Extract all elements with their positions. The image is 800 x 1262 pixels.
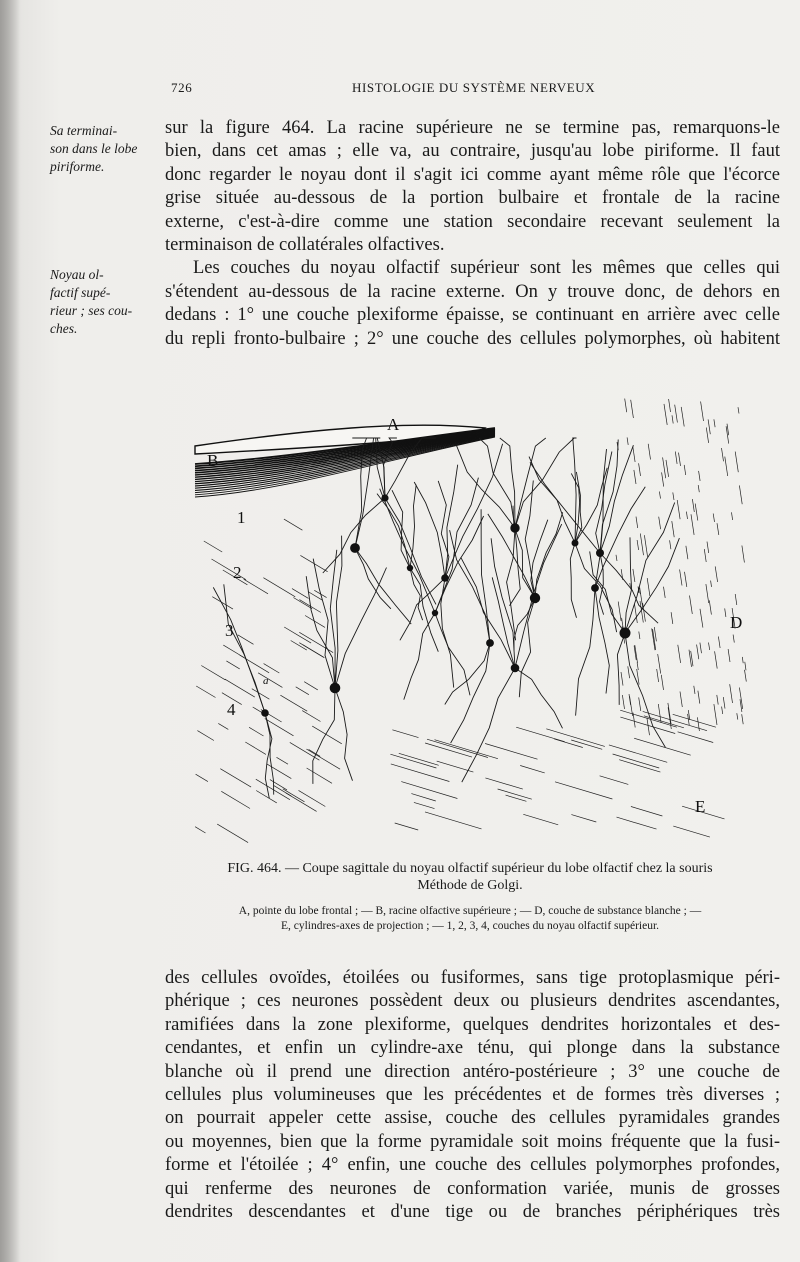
dendrite-branch [535,512,563,598]
hatch-line [267,764,292,779]
figure-caption [160,860,780,894]
text-line: cellules plus volumineuses que les précédentes et de formes très diverses ; [165,1084,780,1105]
neuron-soma [620,628,631,639]
projection-axon [673,714,716,727]
white-matter-line [704,549,706,562]
white-matter-line [631,400,634,418]
neuron-soma [511,664,520,673]
dendrite-branch [507,528,516,640]
white-matter-line [678,645,681,663]
projection-axon [554,739,583,748]
dendrite-branch [313,688,335,784]
page-number: 726 [171,80,193,95]
white-matter-line [701,402,704,422]
white-matter-line [659,492,660,499]
white-matter-line [738,407,739,413]
white-matter-line [708,419,710,434]
white-matter-line [733,635,734,643]
white-matter-line [680,570,682,586]
projection-axon [520,766,545,773]
white-matter-line [627,437,628,445]
white-matter-line [636,517,638,528]
projection-axon [678,732,714,743]
dendrite-branch [451,643,490,743]
hatch-line [312,726,342,744]
text-line: grise située au-dessous de la portion bulbaire et frontale de la racine [165,188,780,209]
dendrite-branch [323,498,385,573]
dendrite-branch [595,588,609,694]
white-matter-line [670,540,671,549]
hatch-line [296,687,309,695]
hatch-line [304,682,318,690]
legend-line: E, cylindres-axes de projection ; — 1, 2, 3, 4, couches du noyau olfactif supérieur. [280,920,660,932]
white-matter-line [664,587,666,598]
white-matter-line [668,707,671,729]
dendrite-branch [385,498,436,604]
white-matter-line [728,649,730,662]
white-matter-line [698,691,700,704]
dendrite-branch [570,543,576,618]
label-2: 2 [233,563,242,582]
neuron-soma [596,549,604,557]
white-matter-line [648,444,650,460]
hatch-line [292,589,309,599]
hatch-line [223,645,244,657]
hatch-line [225,679,255,697]
white-matter-line [618,602,621,621]
white-matter-line [690,596,693,614]
hatch-line [249,727,263,736]
sidenote-nucleus [50,266,160,338]
white-matter-line [640,588,643,609]
sidenote-line: Sa terminai- [50,123,118,138]
white-matter-line [730,684,733,703]
dendrite-branch [617,633,625,705]
projection-axon [555,782,612,799]
hatch-line [258,673,282,688]
projection-axon [613,754,660,768]
text-line: forme et l'étoilée ; 4° enfin, une couche des cellules polymorphes profondes, [165,1155,780,1176]
neuron-soma [486,639,494,647]
white-matter-line [672,415,673,423]
text-line: du repli fronto-bulbaire ; 2° une couche des cellules polymorphes, où habitent [165,328,780,349]
hatch-line [218,723,228,729]
white-matter-line [715,566,717,582]
label-B: B [207,451,219,470]
dendrite-branch [335,568,387,689]
white-matter-line [679,453,681,466]
white-matter-line [735,594,737,605]
projection-axon [620,717,675,733]
hatch-line [284,519,303,530]
white-matter-line [700,643,702,654]
label-a: a [263,675,269,687]
projection-axon [395,823,419,830]
white-matter-line [691,514,694,535]
white-matter-line [633,447,635,463]
hatch-line [284,627,311,643]
white-matter-line [644,535,647,557]
fiber-hatching [195,399,746,843]
projection-axon [546,729,605,747]
dendrite-branch [435,478,478,613]
hatch-line [221,791,250,808]
white-matter-line [714,419,715,427]
hatch-line [244,579,268,594]
text-line: ramifiées dans la zone plexiforme, quelques dendrites horizontales et des- [165,1014,780,1035]
hatch-line [201,666,225,680]
projection-axon [414,802,435,808]
white-matter-line [745,670,747,682]
text-line: ou moyennes, bien que la forme pyramidale soit moins fréquente que la fusi- [165,1131,780,1152]
white-matter-line [723,697,725,709]
text-line: des cellules ovoïdes, étoilées ou fusiformes, sans tige protoplasmique péri- [165,968,780,988]
white-matter-line [647,718,650,736]
label-4: 4 [227,700,236,719]
hatch-line [309,749,321,756]
white-matter-line [739,485,742,504]
neuron-soma [591,584,599,592]
text-line: donc regarder le noyau dont il s'agit ici comme ayant même rôle que l'écorce [165,164,780,185]
white-matter-line [706,584,709,603]
hatch-line [197,731,214,741]
projection-axon [399,753,439,765]
dendrite-branch [400,578,445,640]
hatch-line [212,597,233,609]
white-matter-line [666,460,669,477]
text-line: blanche où il prend une direction antéro-postérieure ; 3° une couche de [165,1061,780,1082]
sidenote-line: son dans le lobe [50,141,138,156]
hatch-line [256,779,290,800]
paragraph-bottom [165,967,780,1224]
sidenote-termination [50,122,160,176]
white-matter-line [694,686,695,694]
dendrite-branch [335,688,353,781]
projection-axon [427,739,488,757]
white-matter-line [692,499,694,512]
white-matter-line [628,666,630,678]
dendrite-branch [573,438,577,543]
hatch-line [195,827,205,833]
label-3: 3 [225,621,234,640]
hatch-line [303,645,325,658]
white-matter-line [698,485,699,492]
neuron-soma [441,574,449,582]
hatch-line [280,695,307,711]
projection-axon [617,817,657,829]
white-matter-line [639,463,641,476]
white-matter-line [639,697,641,711]
hatch-line [204,541,222,552]
projection-axon [485,744,537,760]
white-matter-line [686,546,688,559]
white-matter-line [697,645,699,660]
label-D: D [730,613,743,632]
legend-line: A, pointe du lobe frontal ; — B, racine olfactive supérieure ; — D, couche de substance blanche ; — [238,905,702,917]
dendrite-branch [519,598,535,697]
dendrite-branch [377,494,410,568]
dendrite-branch [445,465,458,578]
white-matter-line [680,692,682,708]
white-matter-line [713,514,714,522]
sidenote-line: Noyau ol- [50,267,104,282]
white-matter-line [662,472,664,486]
fiber-bundles [195,425,495,497]
label-1: 1 [237,508,246,527]
white-matter-line [675,405,678,423]
dendrite-branch [514,598,535,651]
hatch-line [264,664,280,673]
dendrite-branch [481,509,490,643]
neuron-soma [350,543,360,553]
paragraph-top [165,117,780,351]
text-line: terminaison de collatérales olfactives. [165,234,445,255]
sidenote-line: piriforme. [50,159,105,174]
hatch-line [299,790,326,806]
dendrite-branch [456,444,515,528]
white-matter-line [663,457,666,478]
white-matter-line [621,672,623,686]
projection-axon [631,807,663,817]
projection-axon [643,711,707,730]
projection-axon [673,826,710,837]
white-matter-line [681,407,684,427]
white-matter-line [625,399,627,413]
text-line: externe, c'est-à-dire comme une station secondaire recevant seulement la [165,211,780,232]
white-matter-line [675,452,677,464]
white-matter-line [657,669,659,682]
text-line: sur la figure 464. La racine supérieure ne se termine pas, remarquons-le [165,118,780,138]
figure-464 [185,378,765,848]
dendrite-branch [213,587,265,713]
white-matter-line [745,662,746,671]
white-matter-line [718,637,720,649]
neuron-soma [530,593,540,603]
hatch-line [226,661,239,669]
projection-axon [401,782,457,799]
dendrite-branch [492,577,515,668]
dendrite-branch [576,588,595,716]
white-matter-line [668,703,671,724]
projection-axon [435,740,498,759]
hatch-line [196,686,215,698]
white-matter-line [715,651,718,668]
dendrite-branch [515,438,574,528]
gutter-shadow [0,0,20,1262]
white-matter-line [633,569,635,582]
white-matter-line [725,608,726,617]
white-matter-line [684,465,686,475]
white-matter-line [699,471,701,481]
white-matter-line [637,540,639,550]
golgi-drawing [185,378,765,848]
dendrite-branch [450,530,490,643]
projection-axon [600,776,629,785]
projection-axon [425,743,472,757]
white-matter-line [669,399,671,412]
white-matter-line [634,470,636,484]
white-matter-line [709,643,710,651]
white-matter-line [654,627,656,641]
hatch-line [217,824,248,843]
hatch-line [252,689,270,700]
white-matter-line [732,512,733,520]
white-matter-line [737,713,738,719]
neuron-soma [407,565,413,571]
dendrite-branch [462,668,515,782]
dendrite-branch [355,548,391,609]
white-matter-line [658,654,661,674]
white-matter-line [742,657,743,663]
hatch-line [263,578,295,597]
caption-line: FIG. 464. — Coupe sagittale du noyau olfactif supérieur du lobe olfactif chez la souris [227,861,713,876]
neuron-soma [510,523,519,532]
white-matter-line [647,578,650,596]
neuron-soma [261,709,269,717]
white-matter-line [635,604,638,623]
dendrite-branch [600,553,658,623]
white-matter-line [742,546,745,563]
dendrite-branch [355,548,411,624]
figure-legend [160,904,780,934]
dendrite-branch [625,633,665,747]
hatch-line [277,757,289,764]
projection-axon [411,794,435,801]
hatch-line [245,742,266,754]
sidenote-line: ches. [50,321,78,336]
projection-axon [634,738,691,755]
white-matter-line [652,628,655,650]
white-matter-line [685,572,687,587]
projection-axon [425,812,482,829]
dendrite-branch [414,482,445,578]
dendrite-branch [529,457,600,553]
white-matter-line [671,612,673,624]
running-title: HISTOLOGIE DU SYSTÈME NERVEUX [352,80,596,95]
projection-axon [609,745,667,762]
text-line: cendantes, et enfin un cylindre-axe ténu, qui plonge dans la substance [165,1038,780,1059]
text-line: phérique ; ces neurones possèdent deux ou plusieurs dendrites ascendantes, [165,991,780,1012]
projection-axon [523,814,558,825]
dendrite-branch [380,489,435,613]
white-matter-line [659,517,661,530]
white-matter-line [735,452,738,473]
running-head [165,76,780,98]
white-matter-line [725,457,728,476]
hatch-line [220,769,251,787]
text-line: s'étendent au-dessous de la racine externe. On y trouve donc, de dehors en [165,281,780,302]
dendrite-network [213,438,679,798]
hatch-line [283,789,305,802]
white-matter-line [673,492,674,500]
neuron-soma [432,610,438,616]
sidenote-line: factif supé- [50,285,111,300]
white-matter-line [714,704,717,725]
dendrite-branch [625,538,679,633]
white-matter-line [706,428,708,443]
projection-axon [571,815,596,822]
projection-axon [506,795,527,801]
white-matter-line [677,500,680,519]
white-matter-line [717,695,718,705]
white-matter-line [695,504,698,521]
projection-axon [619,760,660,772]
projection-axon [485,778,522,789]
white-matter-line [686,512,687,519]
white-matter-line [717,523,719,535]
text-line: qui renferme des neurones de conformation variée, munis de grosses [165,1178,780,1199]
projection-axon [571,740,602,749]
hatch-line [196,774,208,781]
neuron-soma [381,494,388,501]
hatch-line [306,749,340,769]
projection-axon [391,764,450,782]
white-matter-line [664,404,667,425]
white-matter-line [622,695,624,709]
text-line: Les couches du noyau olfactif supérieur sont les mêmes que celles qui [193,258,780,279]
sidenote-line: rieur ; ses cou- [50,303,133,318]
dendrite-branch [515,668,563,728]
text-line: bien, dans cet amas ; elle va, au contraire, jusqu'au lobe piriforme. Il faut [165,141,780,162]
label-A: A [387,415,400,434]
neuron-soma [572,540,579,547]
hatch-line [302,711,320,722]
white-matter-line [672,521,674,537]
white-matter-line [640,534,643,556]
white-matter-line [711,581,712,587]
white-matter-line [700,609,703,628]
hatch-line [307,768,332,783]
white-matter-line [637,662,638,670]
label-E: E [695,797,706,816]
caption-line: Méthode de Golgi. [417,878,523,893]
white-matter-line [742,714,744,724]
white-matter-line [709,600,711,614]
dendrite-branch [479,438,515,528]
neuron-soma [330,683,341,694]
white-matter-line [707,542,709,553]
white-matter-line [697,717,699,731]
hatch-line [290,742,320,760]
white-matter-line [661,675,663,690]
white-matter-line [639,632,640,640]
white-matter-line [722,448,724,461]
white-matter-line [616,555,617,561]
white-matter-line [722,707,723,714]
projection-axon [392,730,418,738]
text-line: dendrites descendantes et d'une tige ou de branches périphériques très [165,1201,780,1222]
text-line: dedans : 1° une couche plexiforme épaisse, se continuant en arrière avec celle [165,305,780,326]
text-line: on pourrait appeler cette assise, couche des cellules pyramidales grandes [165,1108,780,1129]
